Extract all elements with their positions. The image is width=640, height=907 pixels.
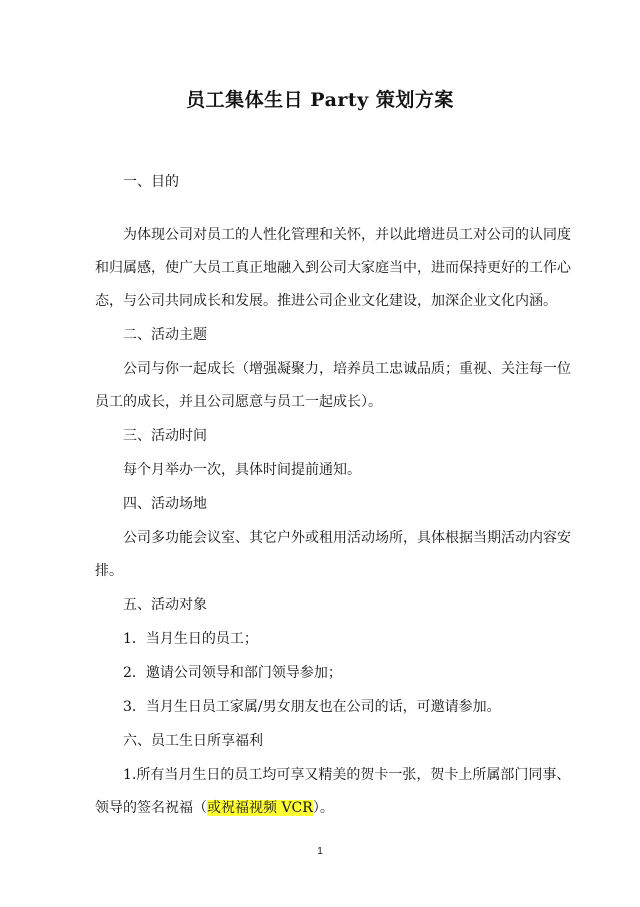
text-segment: ）。 bbox=[312, 800, 334, 816]
page-number: 1 bbox=[317, 846, 323, 857]
section-heading-purpose: 一、目的 bbox=[123, 174, 179, 190]
paragraph-line: 和归属感，使广大员工真正地融入到公司大家庭当中，进而保持更好的工作心 bbox=[95, 260, 571, 276]
paragraph-line: 每个月举办一次，具体时间提前通知。 bbox=[123, 462, 361, 478]
section-heading-venue: 四、活动场地 bbox=[123, 496, 207, 512]
highlighted-text: 或祝福视频 VCR bbox=[207, 800, 313, 816]
list-item-continuation bbox=[95, 798, 555, 818]
paragraph-line: 员工的成长，并且公司愿意与员工一起成长）。 bbox=[95, 394, 382, 410]
paragraph-line: 态，与公司共同成长和发展。推进公司企业文化建设，加深企业文化内涵。 bbox=[95, 293, 557, 309]
paragraph-line: 排。 bbox=[95, 563, 123, 579]
section-heading-time: 三、活动时间 bbox=[123, 428, 207, 444]
list-item: 1．当月生日的员工； bbox=[123, 631, 258, 647]
paragraph-line: 公司与你一起成长（增强凝聚力，培养员工忠诚品质；重视、关注每一位 bbox=[123, 361, 571, 377]
paragraph-line: 公司多功能会议室、其它户外或租用活动场所，具体根据当期活动内容安 bbox=[123, 530, 571, 546]
text-segment: 领导的签名祝福（ bbox=[95, 800, 207, 816]
document-title: 员工集体生日 Party 策划方案 bbox=[186, 89, 454, 111]
paragraph-line: 为体现公司对员工的人性化管理和关怀，并以此增进员工对公司的认同度 bbox=[123, 227, 571, 243]
list-item: 1.所有当月生日的员工均可享又精美的贺卡一张，贺卡上所属部门同事、 bbox=[123, 767, 571, 783]
section-heading-theme: 二、活动主题 bbox=[123, 327, 207, 343]
section-heading-benefits: 六、员工生日所享福利 bbox=[123, 733, 263, 749]
section-heading-participants: 五、活动对象 bbox=[123, 597, 207, 613]
list-item: 3．当月生日员工家属/男女朋友也在公司的话，可邀请参加。 bbox=[123, 699, 501, 715]
list-item: 2．邀请公司领导和部门领导参加； bbox=[123, 665, 342, 681]
